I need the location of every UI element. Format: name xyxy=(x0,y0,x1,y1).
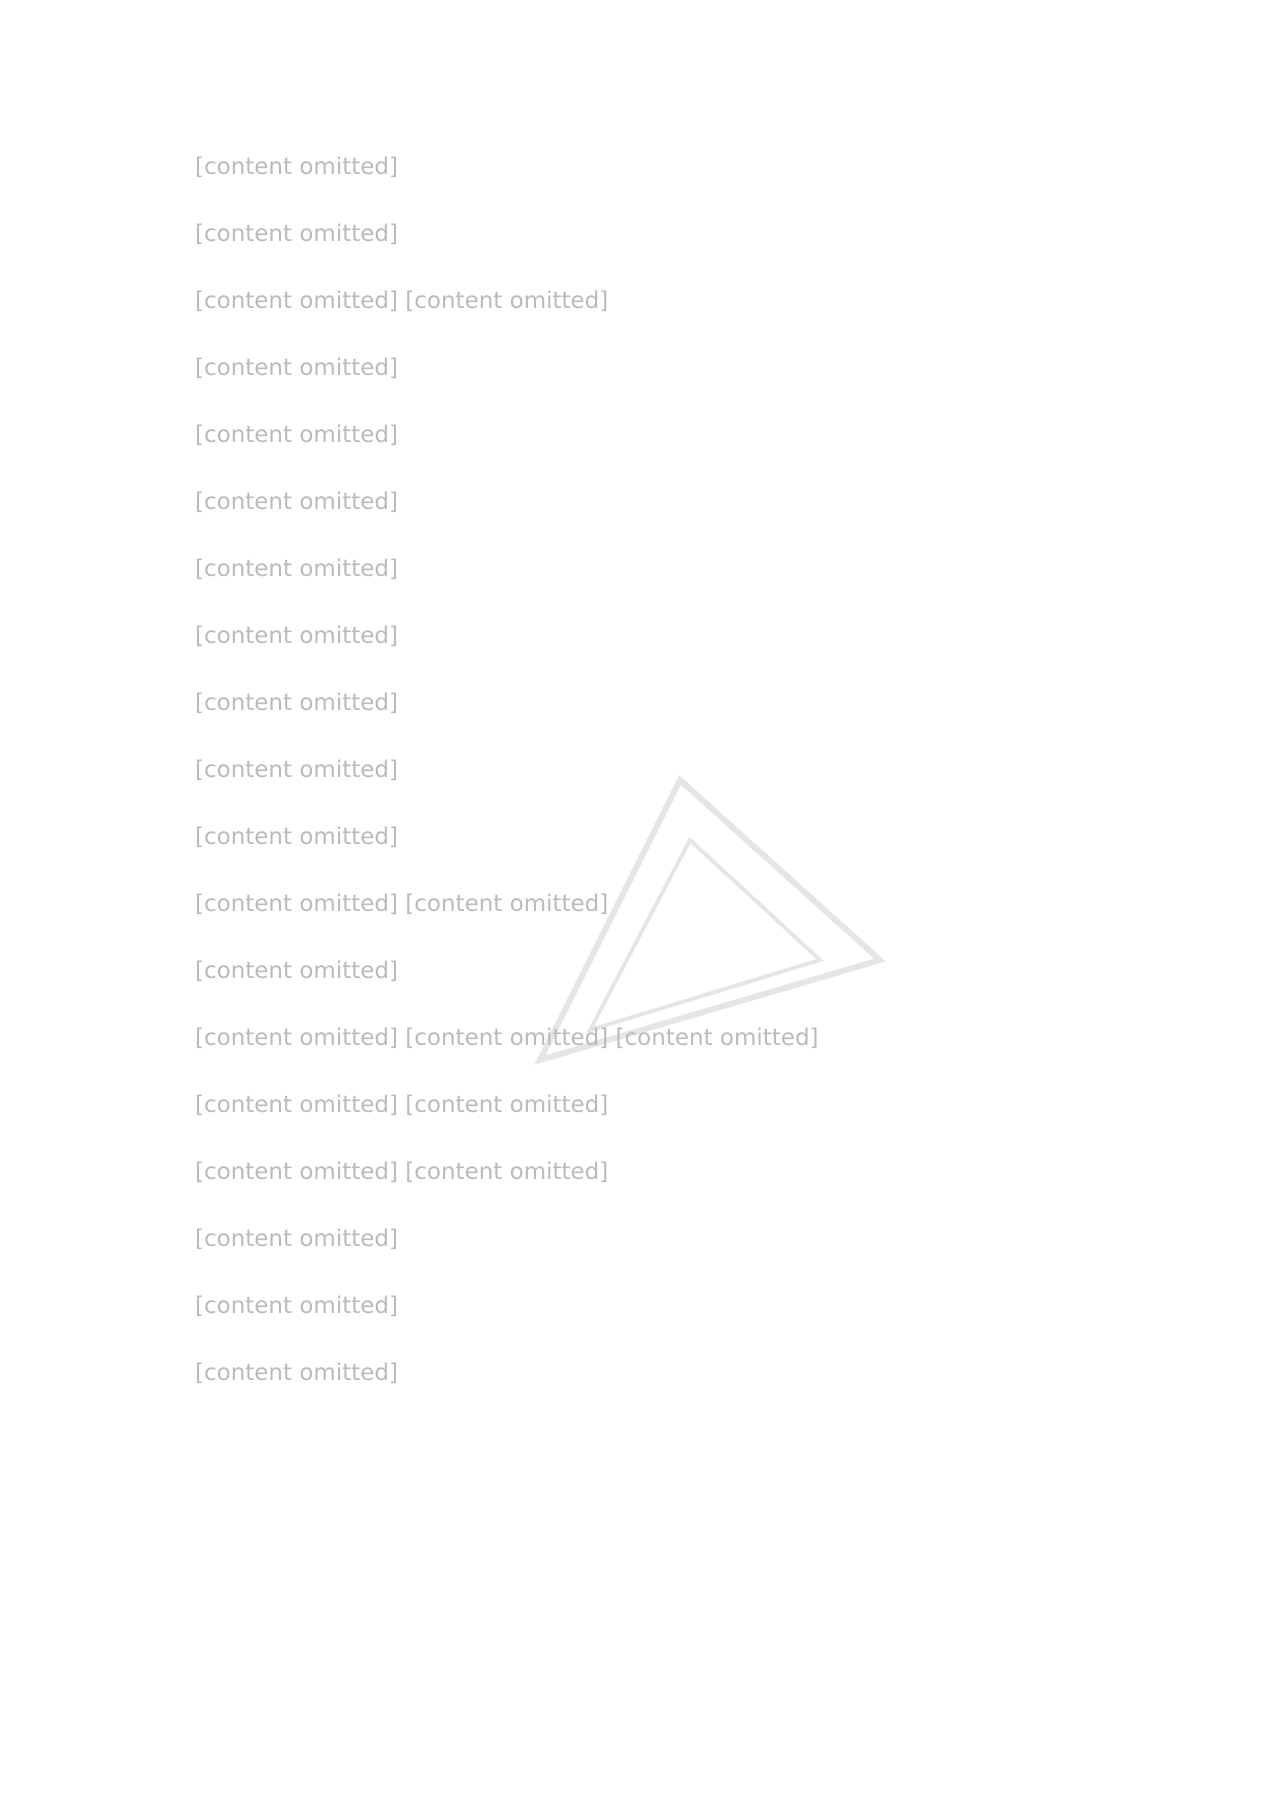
paragraph: [content omitted] [content omitted] xyxy=(195,1092,609,1118)
paragraph: [content omitted] xyxy=(195,623,398,649)
paragraph: [content omitted] xyxy=(195,824,398,850)
paragraph: [content omitted] xyxy=(195,355,398,381)
paragraph: [content omitted] xyxy=(195,221,398,247)
paragraph: [content omitted] xyxy=(195,690,398,716)
paragraph: [content omitted] xyxy=(195,757,398,783)
paragraph: [content omitted] xyxy=(195,422,398,448)
paragraph: [content omitted] [content omitted] xyxy=(195,288,609,314)
paragraph: [content omitted] xyxy=(195,958,398,984)
document-body xyxy=(195,150,1095,1423)
paragraph: [content omitted] xyxy=(195,154,398,180)
paragraph: [content omitted] [content omitted] xyxy=(195,891,609,917)
paragraph: [content omitted] xyxy=(195,556,398,582)
paragraph: [content omitted] xyxy=(195,1226,398,1252)
paragraph: [content omitted] [content omitted] xyxy=(195,1159,609,1185)
paragraph: [content omitted] [content omitted] [content omitted] xyxy=(195,1025,819,1051)
paragraph: [content omitted] xyxy=(195,1360,398,1386)
paragraph: [content omitted] xyxy=(195,1293,398,1319)
paragraph: [content omitted] xyxy=(195,489,398,515)
